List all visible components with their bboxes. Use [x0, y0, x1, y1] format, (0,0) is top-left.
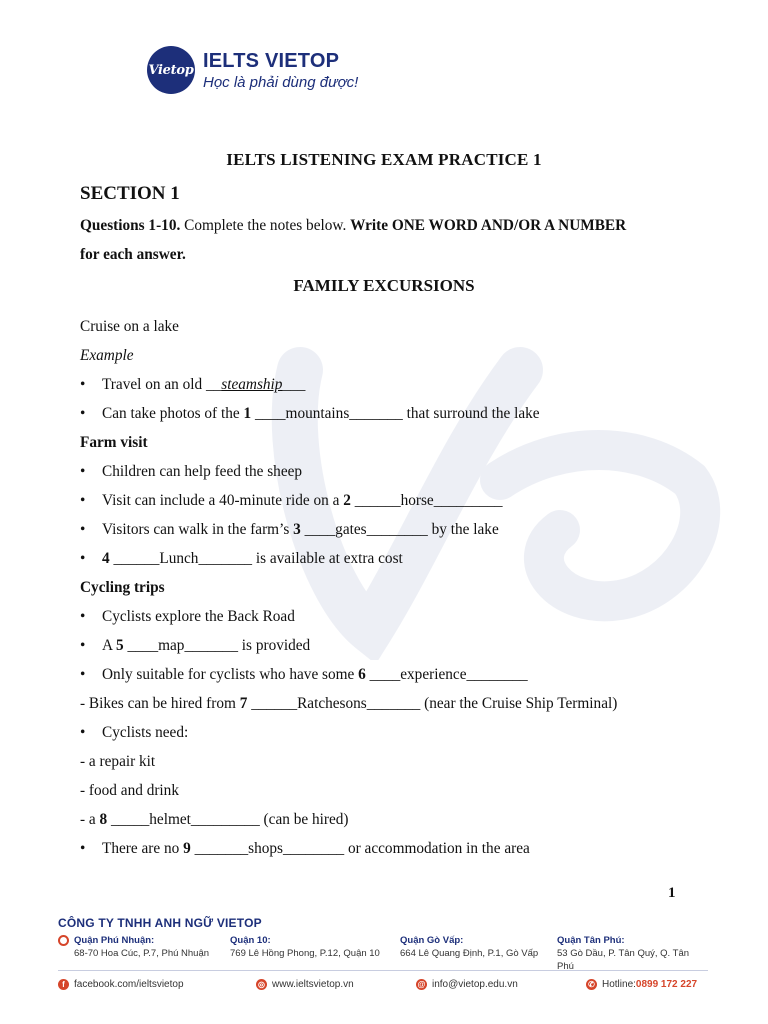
brand-tagline: Học là phải dùng được!: [203, 73, 359, 91]
address-value: 53 Gò Dầu, P. Tân Quý, Q. Tân Phú: [557, 948, 690, 972]
address-value: 68-70 Hoa Cúc, P.7, Phú Nhuận: [74, 948, 210, 959]
page-number: 1: [668, 885, 676, 901]
bullet: •: [80, 492, 86, 509]
q3-number: 3: [293, 521, 301, 538]
vietop-logo-icon: [147, 46, 195, 94]
q9-text: There are no: [102, 840, 184, 857]
q1-text: Can take photos of the: [102, 405, 244, 422]
notes-heading: FAMILY EXCURSIONS: [293, 276, 475, 295]
website-link[interactable]: [256, 979, 354, 990]
address-value: 664 Lê Quang Định, P.1, Gò Vấp: [400, 948, 539, 959]
cyclists-need-text: Cyclists need:: [102, 724, 189, 741]
q2-text: Visit can include a 40-minute ride on a: [102, 492, 344, 509]
bullet: •: [80, 666, 86, 683]
need-item-1: - a repair kit: [80, 753, 156, 770]
page-footer: [58, 916, 708, 1001]
example-item: [80, 376, 305, 394]
address-value: 769 Lê Hồng Phong, P.12, Quận 10: [230, 948, 380, 959]
hotline-label: Hotline:: [602, 979, 636, 990]
question-2: [80, 492, 503, 510]
address-quan-10: [230, 934, 380, 960]
q9-number: 9: [183, 840, 191, 857]
instructions-text: Complete the notes below.: [180, 217, 351, 234]
facebook-text: facebook.com/ieltsvietop: [74, 979, 184, 990]
address-label: Quận Tân Phú:: [557, 935, 625, 946]
need-item-2: - food and drink: [80, 782, 179, 799]
example-label: Example: [80, 347, 134, 364]
farm-item-1: [80, 463, 302, 481]
bullet: •: [80, 724, 86, 741]
question-9: [80, 840, 530, 858]
bullet: •: [80, 637, 86, 654]
q9-answer: _______shops________ or accommodation in the area: [190, 840, 530, 857]
bullet: •: [80, 840, 86, 857]
q7-text: - Bikes can be hired from: [80, 695, 240, 712]
q3-text: Visitors can walk in the farm’s: [102, 521, 294, 538]
cycling-item-1: [80, 608, 295, 626]
q6-text: Only suitable for cyclists who have some: [102, 666, 359, 683]
page-title: IELTS LISTENING EXAM PRACTICE 1: [226, 150, 542, 169]
bullet: •: [80, 550, 86, 567]
q5-answer: ____map_______ is provided: [123, 637, 311, 654]
q6-number: 6: [358, 666, 366, 683]
cycling-heading: Cycling trips: [80, 579, 165, 596]
address-row: [58, 934, 708, 972]
email-text: info@vietop.edu.vn: [432, 979, 518, 990]
farm-heading: Farm visit: [80, 434, 148, 451]
email-icon: @: [417, 980, 426, 989]
q8-text: - a: [80, 811, 100, 828]
q4-number: 4: [102, 550, 110, 567]
brand-block: [203, 51, 358, 90]
hotline-number: 0899 172 227: [635, 979, 698, 990]
instructions-line-2: for each answer.: [80, 246, 186, 263]
cyclists-need: [80, 724, 188, 742]
instructions-rule: Write ONE WORD AND/OR A NUMBER: [350, 217, 627, 234]
phone-icon: ✆: [586, 979, 597, 990]
location-pin-icon: [58, 935, 69, 946]
address-label: Quận 10:: [230, 935, 271, 946]
contact-row: [58, 979, 708, 1001]
brand-name: IELTS VIETOP: [203, 49, 340, 72]
address-tan-phu: [557, 934, 708, 973]
address-label: Quận Gò Vấp:: [400, 935, 464, 946]
q7-number: 7: [239, 695, 248, 712]
address-label: Quận Phú Nhuận:: [74, 935, 155, 946]
instructions-line-1: [80, 217, 626, 235]
cruise-subheading: Cruise on a lake: [80, 318, 179, 335]
q4-answer: ______Lunch_______ is available at extra cost: [109, 550, 403, 567]
question-5: [80, 637, 310, 655]
bullet: •: [80, 521, 86, 538]
address-phu-nhuan: [58, 934, 209, 960]
example-answer: steamship: [221, 376, 283, 393]
q1-number: 1: [243, 405, 252, 422]
q8-number: 8: [99, 811, 108, 828]
cycling-item-text: Cyclists explore the Back Road: [102, 608, 295, 625]
globe-icon: ◎: [256, 979, 267, 990]
question-6: [80, 666, 528, 684]
hotline-link[interactable]: [586, 979, 697, 990]
bullet: •: [80, 463, 86, 480]
facebook-icon: f: [58, 979, 69, 990]
q5-number: 5: [116, 637, 124, 654]
bullet: •: [80, 376, 86, 393]
logo-text: Vietop: [148, 62, 194, 78]
q8-answer: _____helmet_________ (can be hired): [107, 811, 349, 828]
question-3: [80, 521, 499, 539]
q7-answer: ______Ratchesons_______ (near the Cruise Ship Terminal): [247, 695, 618, 712]
instructions-questions: Questions 1-10.: [80, 217, 181, 234]
example-blank: ___: [282, 376, 306, 393]
company-name: CÔNG TY TNHH ANH NGỮ VIETOP: [58, 916, 262, 930]
address-go-vap: [400, 934, 538, 960]
question-4: [80, 550, 403, 568]
q2-number: 2: [343, 492, 351, 509]
question-1: [80, 405, 540, 423]
q5-text: A: [102, 637, 117, 654]
email-link[interactable]: [416, 979, 518, 990]
q6-answer: ____experience________: [365, 666, 528, 683]
question-7: [80, 695, 617, 713]
website-text: www.ieltsvietop.vn: [272, 979, 354, 990]
question-8: [80, 811, 349, 829]
facebook-link[interactable]: [58, 979, 184, 990]
farm-item-text: Children can help feed the sheep: [102, 463, 303, 480]
bullet: •: [80, 608, 86, 625]
brand-header: [147, 46, 358, 94]
bullet: •: [80, 405, 86, 422]
example-text: Travel on an old __: [102, 376, 222, 393]
section-heading: SECTION 1: [80, 183, 180, 204]
q3-answer: ____gates________ by the lake: [300, 521, 499, 538]
q2-answer: ______horse_________: [350, 492, 503, 509]
q1-answer: ____mountains_______ that surround the lake: [251, 405, 540, 422]
